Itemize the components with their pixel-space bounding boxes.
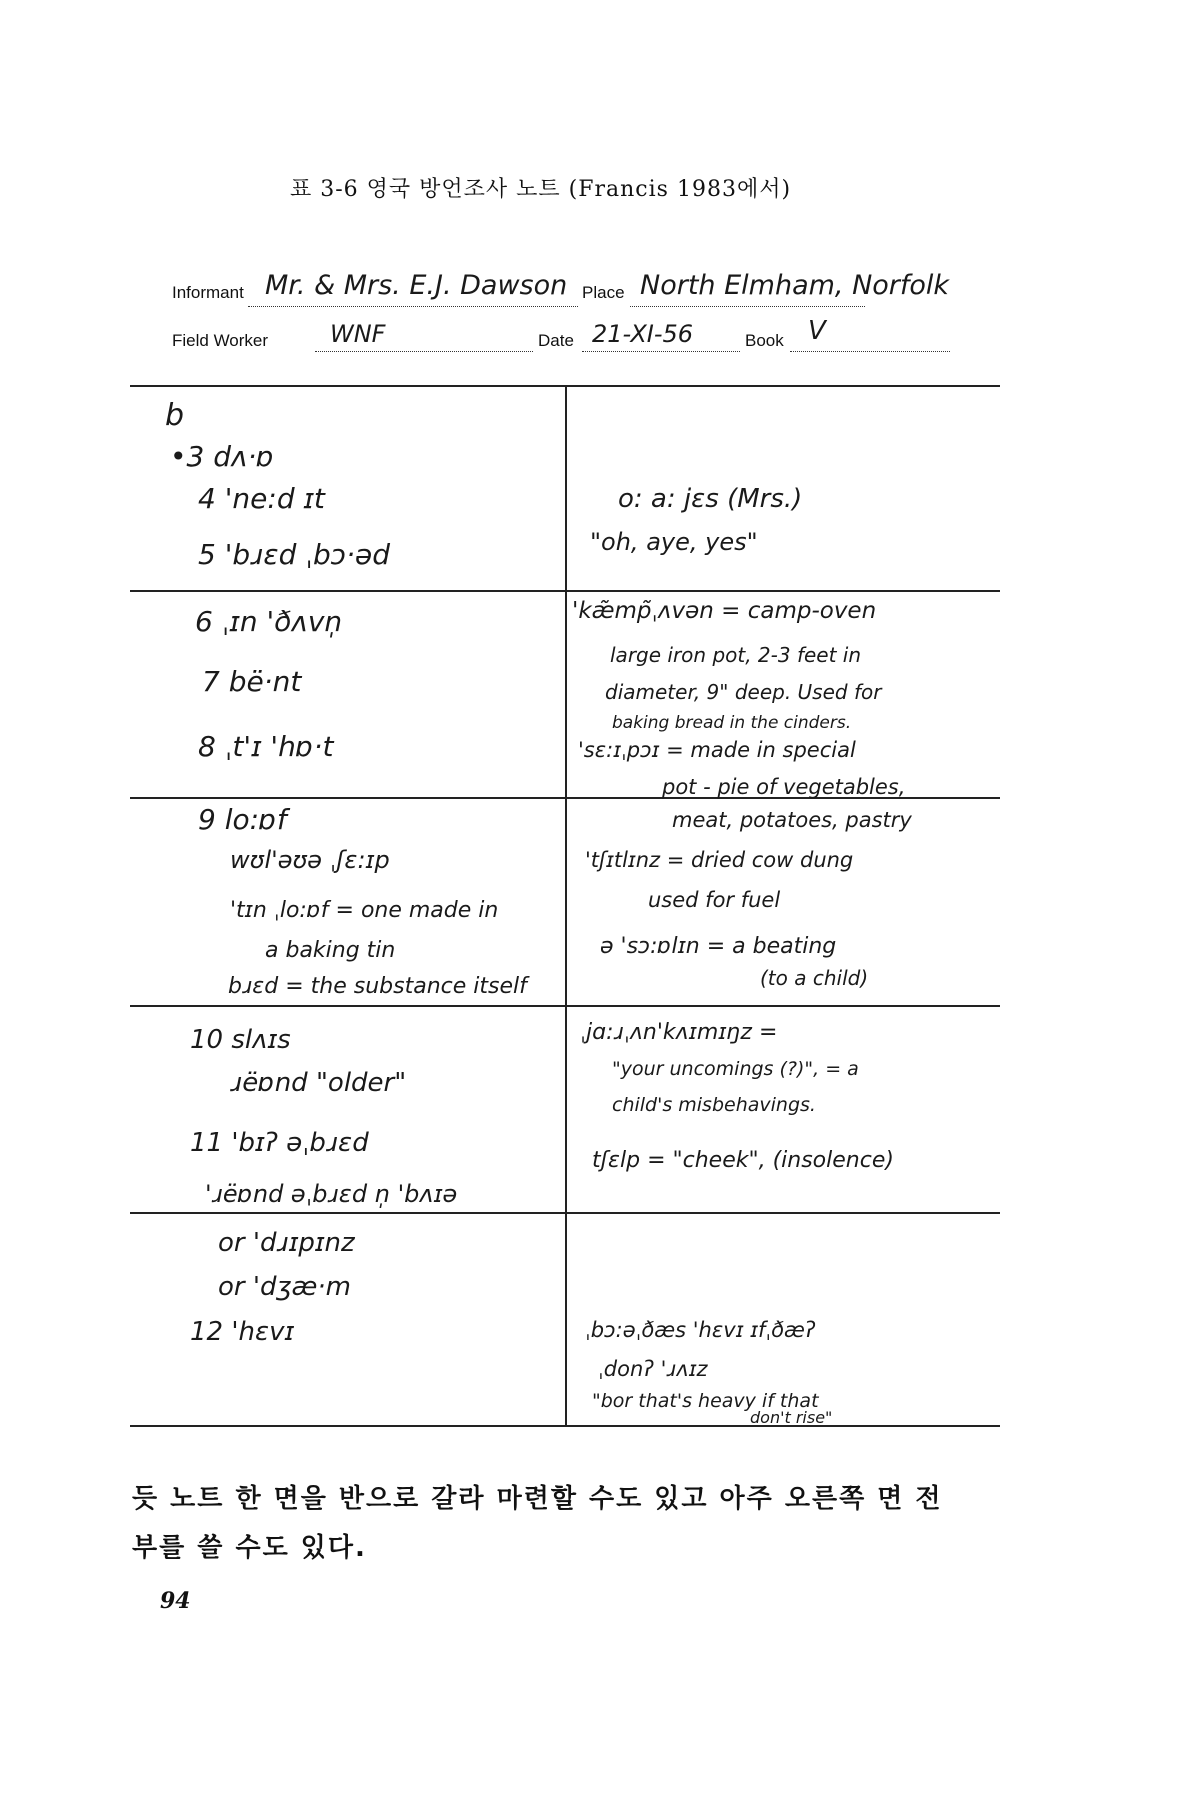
left-line-9: 9 lo:ɒf [198, 803, 287, 836]
place-value: North Elmham, Norfolk [640, 270, 950, 301]
right-line-14: ˌjɑ:ɹˌʌn'kʌɪmɪŋz = [580, 1020, 778, 1045]
right-line-21: don't rise" [750, 1408, 833, 1427]
left-line-3: •3 dʌ·ɒ [170, 440, 275, 473]
right-line-15: "your uncomings (?)", = a [612, 1058, 859, 1080]
right-line-2: "oh, aye, yes" [590, 528, 758, 556]
left-line-5: 5 'bɹɛd ˌbɔ·əd [198, 538, 391, 571]
right-line-9: meat, potatoes, pastry [672, 808, 912, 832]
left-line-11: 11 'bɪʔ əˌbɹɛd [190, 1128, 369, 1158]
informant-label: Informant [172, 283, 244, 302]
left-line-12: 12 'hɛvɪ [190, 1317, 295, 1347]
right-line-1: o: a: jɛs (Mrs.) [618, 484, 803, 514]
left-line-9b: wʊl'əʊə ˌʃɛ:ɪp [230, 846, 390, 874]
place-label: Place [582, 283, 625, 302]
right-line-11: used for fuel [648, 888, 781, 912]
fieldworker-value: WNF [330, 320, 386, 348]
left-line-7: 7 bë·nt [202, 665, 302, 698]
table-caption: 표 3-6 영국 방언조사 노트 (Francis 1983에서) [290, 177, 792, 202]
left-line-8: 8 ˌt'ɪ 'hɒ·t [198, 730, 334, 763]
row-rule-3 [130, 1005, 1000, 1007]
right-line-8: pot - pie of vegetables, [662, 775, 906, 799]
column-divider [565, 387, 567, 1425]
date-line [582, 351, 740, 352]
fieldworker-label: Field Worker [172, 331, 269, 350]
right-line-7: 'sɛ:ɪˌpɔɪ = made in special [578, 738, 856, 762]
right-line-18: ˌbɔ:əˌðæs 'hɛvɪ ɪfˌðæʔ [585, 1318, 816, 1342]
right-line-6: baking bread in the cinders. [612, 713, 852, 733]
place-line [630, 306, 865, 307]
fieldworker-line [315, 351, 533, 352]
corner-mark: b [165, 398, 185, 433]
page-number: 94 [160, 1588, 191, 1614]
book-line [790, 351, 950, 352]
right-line-4: large iron pot, 2-3 feet in [610, 643, 862, 667]
left-line-9e: bɹɛd = the substance itself [228, 974, 527, 999]
body-text-line-1: 듯 노트 한 면을 반으로 갈라 마련할 수도 있고 아주 오른쪽 면 전 [132, 1484, 943, 1514]
right-line-5: diameter, 9" deep. Used for [605, 680, 882, 704]
left-line-11b: 'ɹëɒnd əˌbɹɛd n̩ 'bʌɪə [205, 1180, 458, 1208]
right-line-20: "bor that's heavy if that [592, 1390, 819, 1412]
date-label: Date [538, 331, 574, 350]
right-line-19: ˌdonʔ 'ɹʌɪz [598, 1357, 708, 1381]
left-line-9c: 'tɪn ˌlo:ɒf = one made in [230, 898, 499, 923]
left-line-11d: or 'dʒæ·m [218, 1272, 351, 1302]
left-line-6: 6 ˌɪn 'ðʌvn̩ [195, 605, 343, 638]
informant-value: Mr. & Mrs. E.J. Dawson [265, 270, 568, 301]
left-line-4: 4 'ne:d ɪt [198, 482, 325, 515]
right-line-3: 'kæ̃mp̃ˌʌvən = camp-oven [572, 598, 877, 624]
right-line-17: tʃɛlp = "cheek", (insolence) [592, 1148, 894, 1173]
date-value: 21-XI-56 [592, 320, 694, 348]
table-bottom-rule [130, 1425, 1000, 1427]
right-line-12: ə 'sɔ:ɒlɪn = a beating [600, 934, 837, 959]
left-line-9d: a baking tin [265, 938, 396, 963]
book-label: Book [745, 331, 784, 350]
right-line-16: child's misbehavings. [612, 1094, 816, 1116]
left-line-10b: ɹëɒnd "older" [230, 1068, 407, 1098]
informant-line [248, 306, 578, 307]
body-text-line-2: 부를 쓸 수도 있다. [132, 1533, 367, 1563]
right-line-10: 'tʃɪtlɪnz = dried cow dung [585, 848, 854, 872]
left-line-11c: or 'dɹɪpɪnz [218, 1228, 355, 1258]
row-rule-1 [130, 590, 1000, 592]
left-line-10: 10 slʌɪs [190, 1025, 291, 1055]
row-rule-4 [130, 1212, 1000, 1214]
right-line-13: (to a child) [760, 966, 869, 990]
book-value: V [808, 316, 826, 346]
